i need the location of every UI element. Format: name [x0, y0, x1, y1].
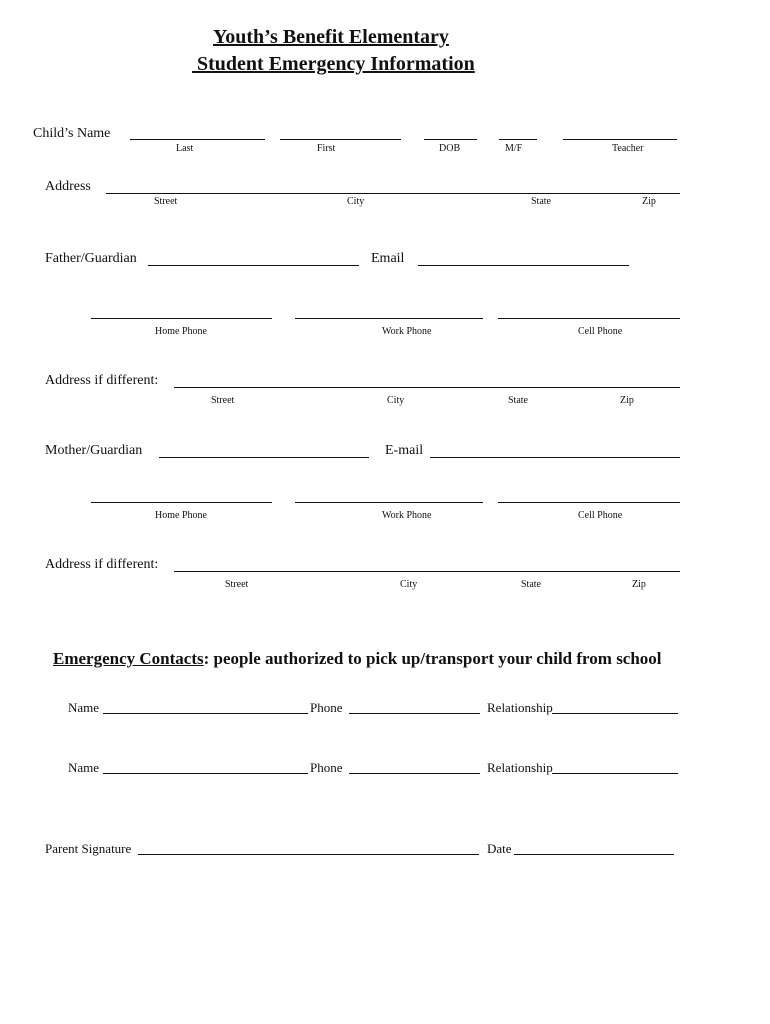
contact1-relationship-line [552, 713, 678, 714]
date-line [514, 854, 674, 855]
contact2-relationship-input[interactable] [552, 757, 678, 773]
father-name-input[interactable] [148, 249, 359, 265]
mother-alt-caption-city: City [400, 579, 418, 590]
father-home-phone-line [91, 318, 272, 319]
date-input[interactable] [514, 838, 674, 854]
address-caption-street: Street [154, 196, 178, 207]
mother-alt-caption-zip: Zip [632, 579, 646, 590]
mother-caption-home-phone: Home Phone [155, 510, 207, 521]
caption-first: First [317, 143, 336, 154]
contact2-name-input[interactable] [103, 757, 308, 773]
address-caption-state: State [531, 196, 551, 207]
contact2-relationship-label: Relationship [487, 760, 553, 775]
contact1-phone-label: Phone [310, 700, 343, 715]
mother-home-phone-input[interactable] [91, 486, 272, 502]
address-label: Address [45, 179, 91, 194]
mother-work-phone-input[interactable] [295, 486, 483, 502]
mother-caption-cell-phone: Cell Phone [578, 510, 623, 521]
mother-name-input[interactable] [159, 441, 369, 457]
father-label: Father/Guardian [45, 251, 137, 266]
father-alt-caption-zip: Zip [620, 395, 634, 406]
father-work-phone-input[interactable] [295, 302, 483, 318]
contact2-phone-label: Phone [310, 760, 343, 775]
father-email-input[interactable] [418, 249, 629, 265]
mother-alt-address-label: Address if different: [45, 557, 159, 572]
father-alt-address-line [174, 387, 680, 388]
father-cell-phone-line [498, 318, 680, 319]
contact1-relationship-label: Relationship [487, 700, 553, 715]
parent-signature-input[interactable] [138, 838, 479, 854]
father-caption-cell-phone: Cell Phone [578, 326, 623, 337]
child-teacher-input[interactable] [563, 124, 677, 140]
mother-cell-phone-line [498, 502, 680, 503]
caption-sex: M/F [505, 143, 523, 154]
parent-signature-label: Parent Signature [45, 841, 132, 856]
address-line [106, 193, 680, 194]
address-caption-zip: Zip [642, 196, 656, 207]
father-cell-phone-input[interactable] [498, 302, 680, 318]
mother-label: Mother/Guardian [45, 443, 143, 458]
contact1-name-line [103, 713, 308, 714]
father-name-line [148, 265, 359, 266]
parent-signature-line [138, 854, 479, 855]
father-alt-caption-street: Street [211, 395, 235, 406]
father-alt-caption-state: State [508, 395, 528, 406]
mother-alt-address-line [174, 571, 680, 572]
child-name-label: Child’s Name [33, 126, 111, 141]
mother-work-phone-line [295, 502, 483, 503]
mother-cell-phone-input[interactable] [498, 486, 680, 502]
father-caption-work-phone: Work Phone [382, 326, 432, 337]
contact1-phone-input[interactable] [349, 697, 480, 713]
contact1-name-label: Name [68, 700, 100, 715]
mother-caption-work-phone: Work Phone [382, 510, 432, 521]
father-email-label: Email [371, 251, 405, 266]
address-input[interactable] [106, 177, 680, 193]
address-caption-city: City [347, 196, 365, 207]
caption-dob: DOB [439, 143, 461, 154]
child-last-input[interactable] [130, 124, 265, 140]
father-alt-address-input[interactable] [174, 371, 680, 387]
father-caption-home-phone: Home Phone [155, 326, 207, 337]
child-sex-input[interactable] [499, 124, 537, 140]
contact2-relationship-line [552, 773, 678, 774]
mother-alt-caption-state: State [521, 579, 541, 590]
father-alt-caption-city: City [387, 395, 405, 406]
mother-home-phone-line [91, 502, 272, 503]
caption-last: Last [176, 143, 194, 154]
contact1-phone-line [349, 713, 480, 714]
contact2-phone-input[interactable] [349, 757, 480, 773]
child-dob-input[interactable] [424, 124, 477, 140]
father-alt-address-label: Address if different: [45, 373, 159, 388]
mother-name-line [159, 457, 369, 458]
contact1-name-input[interactable] [103, 697, 308, 713]
mother-email-line [430, 457, 680, 458]
contact2-name-line [103, 773, 308, 774]
mother-email-input[interactable] [430, 441, 680, 457]
contact1-relationship-input[interactable] [552, 697, 678, 713]
date-label: Date [487, 841, 512, 856]
emergency-heading-rest: : people authorized to pick up/transport your child from school [203, 649, 662, 668]
contact2-name-label: Name [68, 760, 100, 775]
mother-alt-caption-street: Street [225, 579, 249, 590]
mother-alt-address-input[interactable] [174, 555, 680, 571]
caption-teacher: Teacher [612, 143, 644, 154]
emergency-heading [53, 649, 662, 669]
father-email-line [418, 265, 629, 266]
form-title-line2: Student Emergency Information [192, 53, 475, 75]
father-work-phone-line [295, 318, 483, 319]
child-first-input[interactable] [280, 124, 401, 140]
contact2-phone-line [349, 773, 480, 774]
father-home-phone-input[interactable] [91, 302, 272, 318]
form-title-line1: Youth’s Benefit Elementary [213, 26, 449, 48]
emergency-heading-underlined: Emergency Contacts [53, 649, 204, 668]
mother-email-label: E-mail [385, 443, 424, 458]
